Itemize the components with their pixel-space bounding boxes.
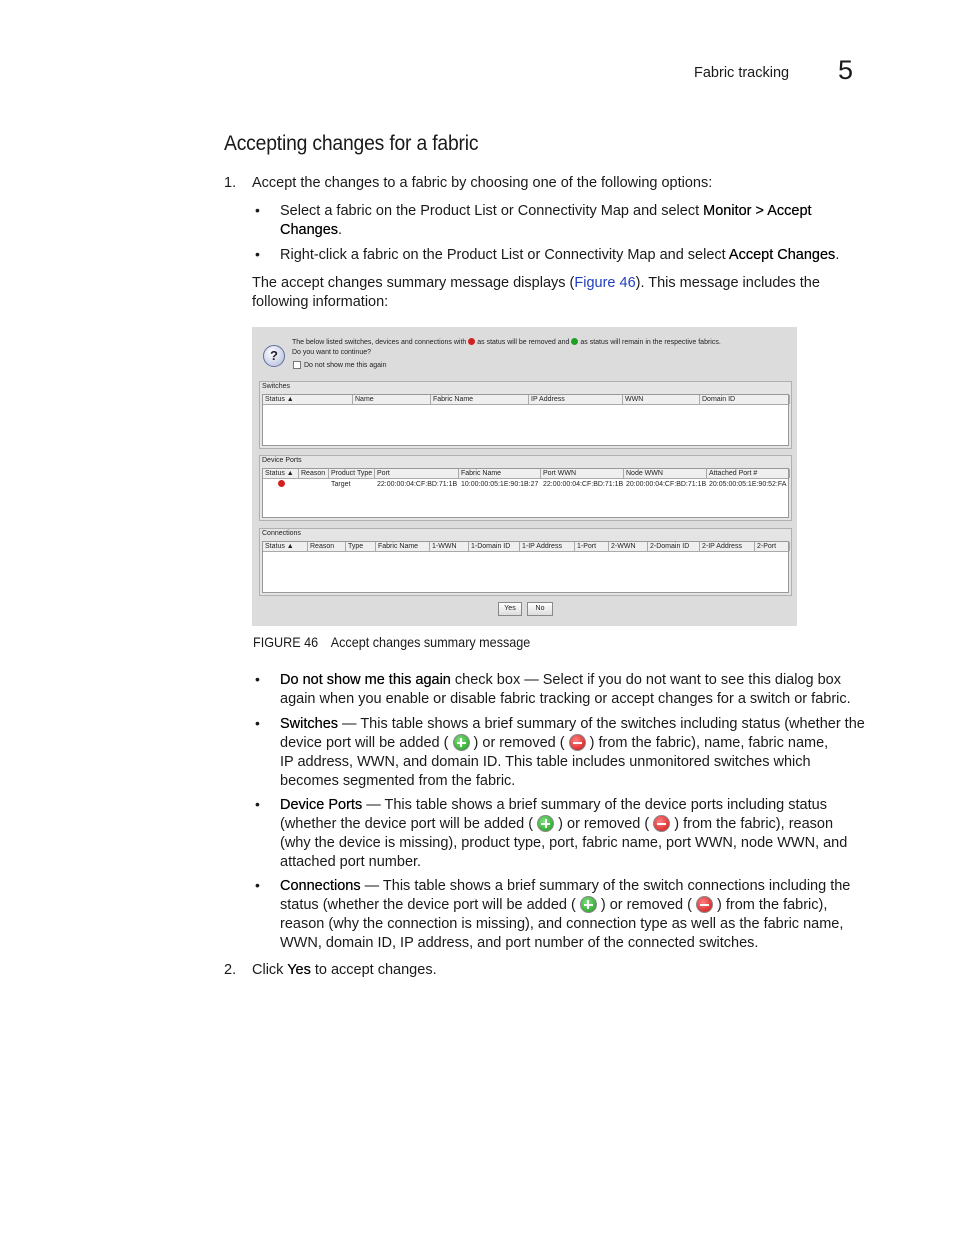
table-cell: 22:00:00:04:CF:BD:71:1B xyxy=(377,481,458,488)
step-text-2 xyxy=(252,961,437,980)
option-text: Right-click a fabric on the Product List or Connectivity Map and select xyxy=(280,247,729,263)
column-header[interactable]: 2-WWN xyxy=(609,542,648,551)
term: Connections xyxy=(280,878,361,894)
column-header[interactable]: 1-Port xyxy=(575,542,609,551)
table-cell: 20:00:00:04:CF:BD:71:1B xyxy=(626,481,707,488)
column-header[interactable]: Domain ID xyxy=(700,395,790,404)
column-header[interactable]: Attached Port # xyxy=(707,469,790,478)
remove-icon xyxy=(653,815,670,832)
description-text: again when you enable or disable fabric tracking or accept changes for a switch or fabric. xyxy=(280,691,851,707)
figure-caption xyxy=(253,634,530,650)
column-header[interactable]: Type xyxy=(346,542,376,551)
switches-section xyxy=(259,381,792,449)
description-text: — This table shows a brief summary of the switches including status (whether the xyxy=(338,716,865,732)
figure-title: Accept changes summary message xyxy=(330,634,531,650)
bullet-dot: • xyxy=(255,796,260,812)
table-cell: 10:00:00:05:1E:90:1B:27 xyxy=(461,481,539,488)
table-row-status xyxy=(276,480,285,489)
description-text: ) from the fabric), xyxy=(717,897,828,913)
description-text: ) or removed ( xyxy=(473,735,565,751)
dialog-message-text: The below listed switches, devices and connections with xyxy=(292,339,467,346)
column-header[interactable]: Reason xyxy=(308,542,346,551)
switches-table xyxy=(262,394,789,446)
column-header[interactable]: IP Address xyxy=(529,395,623,404)
switches-table-header xyxy=(263,395,788,405)
connections-section xyxy=(259,528,792,596)
menu-command: Accept Changes xyxy=(728,247,836,263)
no-button[interactable]: No xyxy=(527,602,553,616)
description-text: — This table shows a brief summary of the device ports including status xyxy=(362,797,827,813)
term: Do not show me this again xyxy=(280,672,451,688)
description-text: — This table shows a brief summary of the switch connections including the xyxy=(360,878,851,894)
add-icon xyxy=(571,338,578,345)
switches-label: Switches xyxy=(262,383,291,390)
dialog-question: Do you want to continue? xyxy=(292,349,371,356)
section-heading: Accepting changes for a fabric xyxy=(224,132,479,155)
column-header[interactable]: Port WWN xyxy=(541,469,624,478)
dialog-message xyxy=(292,338,721,346)
description-bullet-connections xyxy=(280,877,890,953)
column-header[interactable]: Port xyxy=(375,469,459,478)
column-header[interactable]: 1-WWN xyxy=(430,542,469,551)
column-header[interactable]: Fabric Name xyxy=(431,395,529,404)
step-number-1: 1. xyxy=(224,175,237,191)
term: Switches xyxy=(280,716,339,732)
column-header[interactable]: Status ▲ xyxy=(263,542,308,551)
paragraph-text: following information: xyxy=(252,294,389,310)
step-number-2: 2. xyxy=(224,962,237,978)
device-ports-section xyxy=(259,455,792,521)
connections-table-header xyxy=(263,542,788,552)
column-header[interactable]: Product Type xyxy=(329,469,375,478)
dialog-message-text: as status will remain in the respective fabrics. xyxy=(580,339,721,346)
connections-label: Connections xyxy=(262,530,301,537)
table-cell: Target xyxy=(331,481,351,488)
description-text: (whether the device port will be added ( xyxy=(280,816,534,832)
remove-icon xyxy=(278,480,285,487)
column-header[interactable]: 2-IP Address xyxy=(700,542,755,551)
column-header[interactable]: Status ▲ xyxy=(263,469,299,478)
description-text: (why the device is missing), product type, port, fabric name, port WWN, node WWN, and xyxy=(280,835,848,851)
description-text: IP address, WWN, and domain ID. This table includes unmonitored switches which xyxy=(280,754,811,770)
step-text: to accept changes. xyxy=(310,962,437,978)
menu-path-end: Changes xyxy=(280,222,339,238)
description-text: ) or removed ( xyxy=(600,897,692,913)
description-text: status (whether the device port will be added ( xyxy=(280,897,576,913)
step-text: Click xyxy=(252,962,288,978)
description-text: attached port number. xyxy=(280,854,422,870)
description-text: reason (why the connection is missing), and connection type as well as the fabric name, xyxy=(280,916,844,932)
connections-table xyxy=(262,541,789,593)
paragraph-text: The accept changes summary message displays ( xyxy=(252,275,575,291)
column-header[interactable]: Status ▲ xyxy=(263,395,353,404)
device-ports-table-header xyxy=(263,469,788,479)
bullet-dot: • xyxy=(255,715,260,731)
table-cell: 20:05:00:05:1E:90:52:FA xyxy=(709,481,787,488)
column-header[interactable]: Node WWN xyxy=(624,469,707,478)
paragraph-text: ). This message includes the xyxy=(635,275,820,291)
term: Device Ports xyxy=(280,797,363,813)
add-icon xyxy=(453,734,470,751)
device-ports-table xyxy=(262,468,789,518)
column-header[interactable]: Name xyxy=(353,395,431,404)
do-not-show-checkbox[interactable] xyxy=(293,361,301,369)
add-icon xyxy=(537,815,554,832)
running-header-title: Fabric tracking xyxy=(694,65,790,81)
description-text: ) or removed ( xyxy=(558,816,650,832)
column-header[interactable]: 2-Port xyxy=(755,542,790,551)
do-not-show-label: Do not show me this again xyxy=(304,362,387,369)
add-icon xyxy=(580,896,597,913)
description-bullet-switches xyxy=(280,715,890,791)
column-header[interactable]: 2-Domain ID xyxy=(648,542,700,551)
description-text: ) from the fabric), reason xyxy=(674,816,834,832)
device-ports-label: Device Ports xyxy=(262,457,302,464)
remove-icon xyxy=(696,896,713,913)
summary-paragraph xyxy=(252,274,852,312)
remove-icon xyxy=(468,338,475,345)
accept-changes-dialog-figure xyxy=(252,327,797,626)
option-bullet-1 xyxy=(280,202,860,240)
description-text: becomes segmented from the fabric. xyxy=(280,773,516,789)
dialog-message-text: as status will be removed and xyxy=(477,339,570,346)
column-header[interactable]: Reason xyxy=(299,469,329,478)
column-header[interactable]: 1-Domain ID xyxy=(469,542,520,551)
column-header[interactable]: Fabric Name xyxy=(459,469,541,478)
chapter-number: 5 xyxy=(838,55,854,85)
description-text: device port will be added ( xyxy=(280,735,449,751)
figure-link[interactable]: Figure 46 xyxy=(574,275,636,291)
yes-button[interactable]: Yes xyxy=(498,602,522,616)
menu-path: Monitor > Accept xyxy=(703,203,812,219)
remove-icon xyxy=(569,734,586,751)
description-text: ) from the fabric), name, fabric name, xyxy=(589,735,829,751)
bullet-dot: • xyxy=(255,671,260,687)
question-icon: ? xyxy=(263,345,285,367)
option-text: Select a fabric on the Product List or Connectivity Map and select xyxy=(280,203,704,219)
punctuation: . xyxy=(338,222,343,238)
column-header[interactable]: Fabric Name xyxy=(376,542,430,551)
bullet-dot: • xyxy=(255,877,260,893)
option-bullet-2 xyxy=(280,246,880,265)
step-text-1: Accept the changes to a fabric by choosing one of the following options: xyxy=(252,175,713,191)
yes-term: Yes xyxy=(287,962,311,978)
punctuation: . xyxy=(835,247,840,263)
description-bullet-checkbox xyxy=(280,671,890,709)
figure-number: FIGURE 46 xyxy=(253,634,319,650)
column-header[interactable]: WWN xyxy=(623,395,700,404)
column-header[interactable]: 1-IP Address xyxy=(520,542,575,551)
description-text: check box — Select if you do not want to see this dialog box xyxy=(450,672,841,688)
bullet-dot: • xyxy=(255,202,260,218)
description-bullet-device-ports xyxy=(280,796,890,872)
table-cell: 22:00:00:04:CF:BD:71:1B xyxy=(543,481,624,488)
description-text: WWN, domain ID, IP address, and port number of the connected switches. xyxy=(280,935,759,951)
bullet-dot: • xyxy=(255,246,260,262)
